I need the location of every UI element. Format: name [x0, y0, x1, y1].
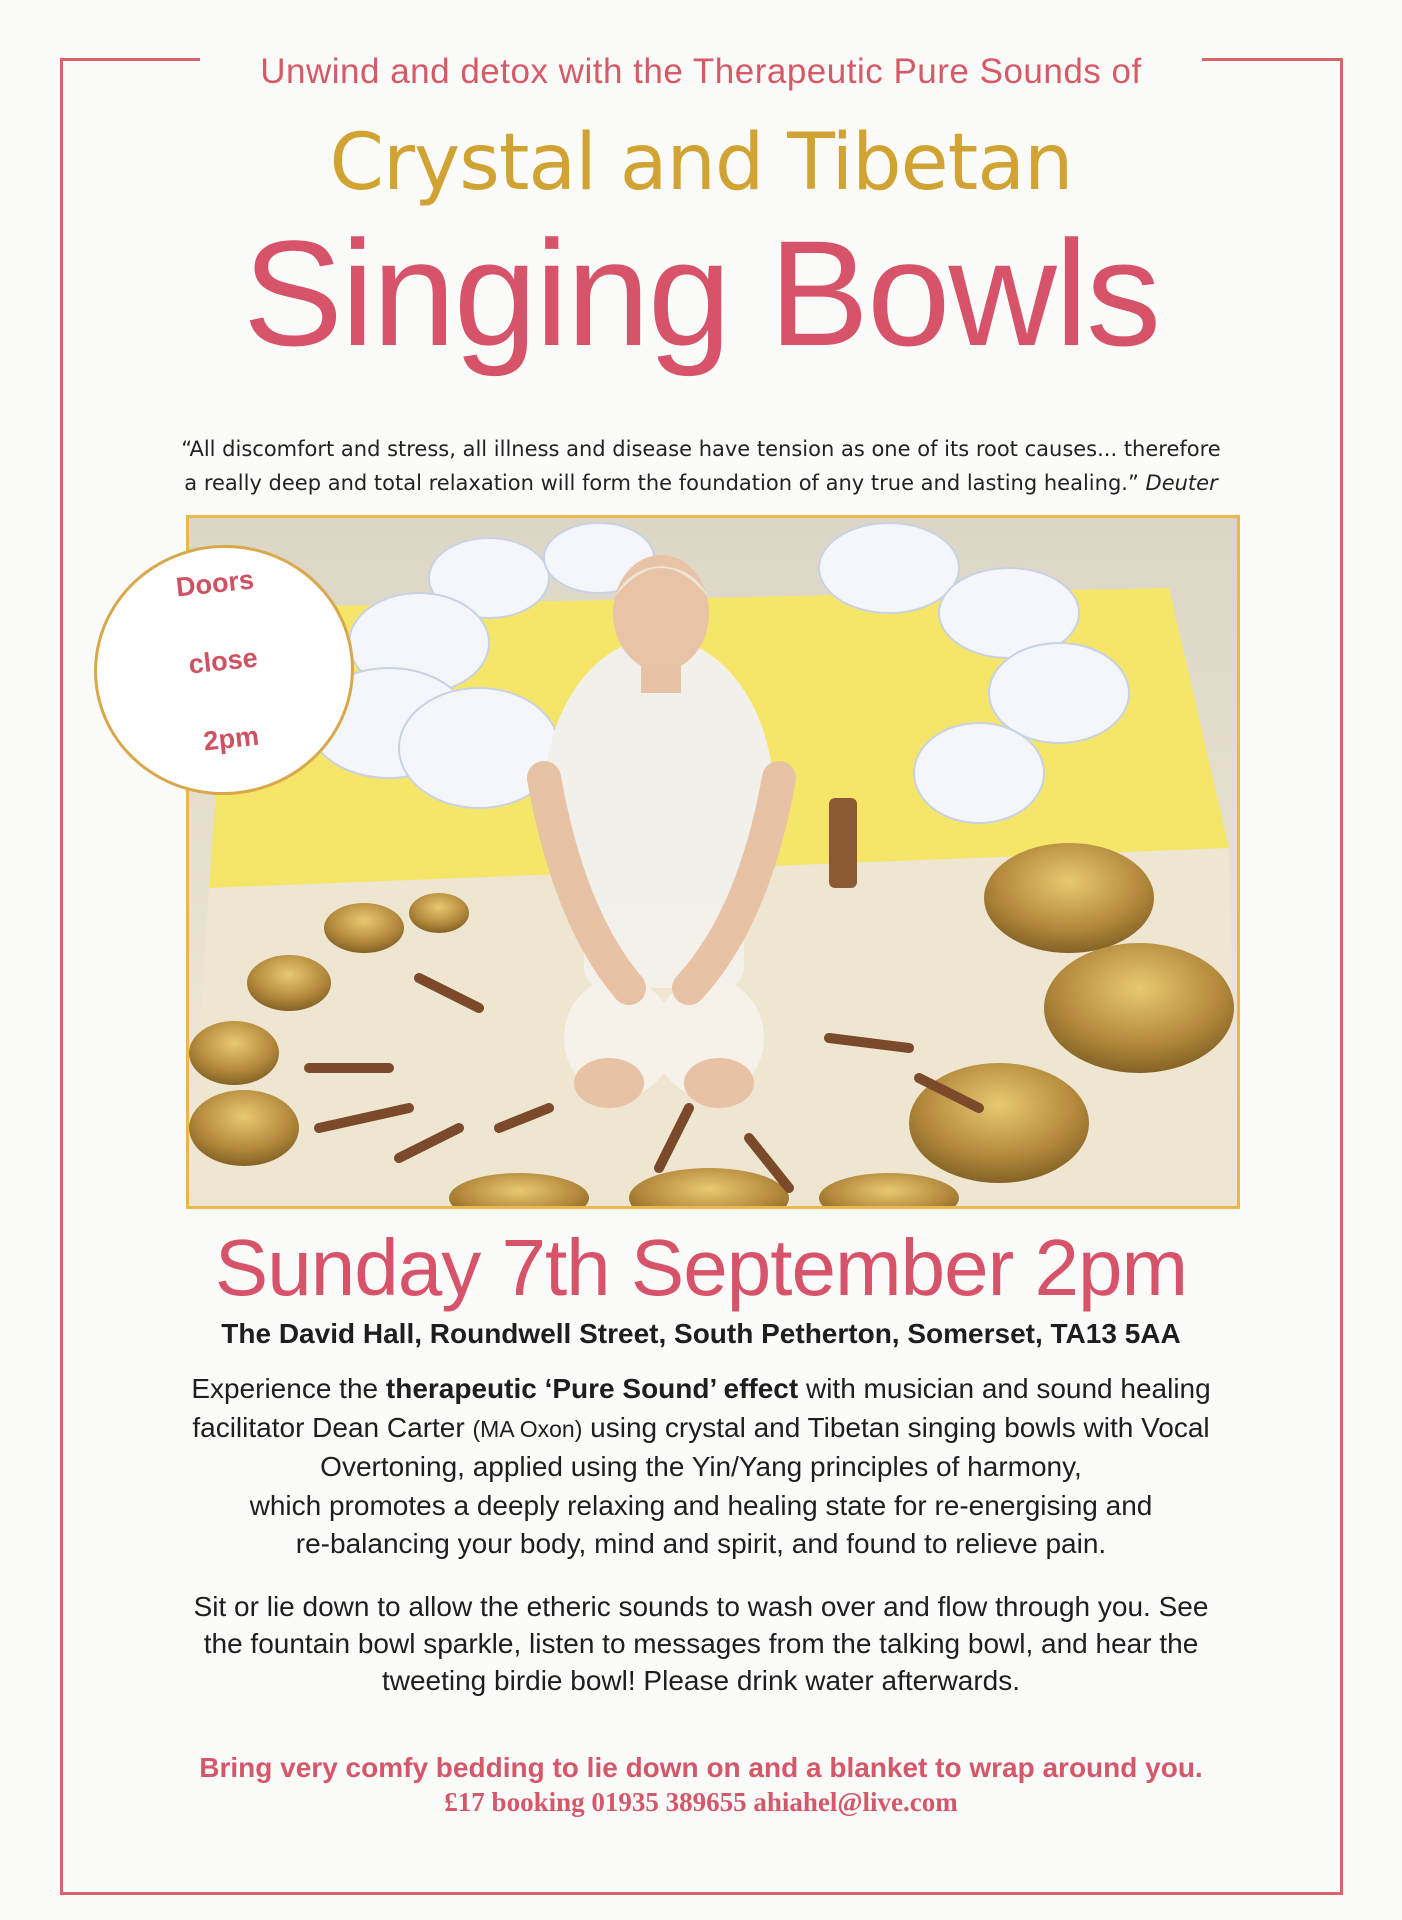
- description-text: facilitator Dean Carter: [192, 1411, 473, 1443]
- description-2: [130, 1588, 1272, 1699]
- quote-line-2-text: a really deep and total relaxation will form the foundation of any true and lasting healing.”: [184, 471, 1139, 495]
- hero-photo: [186, 515, 1240, 1209]
- bring-note: Bring very comfy bedding to lie down on and a blanket to wrap around you.: [199, 1752, 1203, 1783]
- description-line-2: [110, 1409, 1292, 1449]
- description: [110, 1370, 1292, 1564]
- badge-line-2: close: [187, 642, 259, 680]
- description-line-1: [110, 1370, 1292, 1409]
- quote-author: Deuter: [1145, 471, 1218, 495]
- quote: [130, 432, 1272, 500]
- qualification: (MA Oxon): [472, 1415, 583, 1442]
- booking-contact: £17 booking 01935 389655 ahiahel@live.com: [444, 1787, 958, 1817]
- event-venue: The David Hall, Roundwell Street, South Petherton, Somerset, TA13 5AA: [221, 1318, 1181, 1349]
- description-text: with musician and sound healing: [798, 1373, 1211, 1404]
- description-2-line-1: Sit or lie down to allow the etheric sounds to wash over and flow through you. See: [193, 1591, 1209, 1622]
- badge-line-1: Doors: [174, 564, 256, 603]
- tagline: Unwind and detox with the Therapeutic Pure Sounds of: [200, 52, 1202, 92]
- description-text: Experience the: [191, 1373, 386, 1404]
- badge-line-3: 2pm: [202, 720, 261, 757]
- description-line-3: Overtoning, applied using the Yin/Yang principles of harmony,: [320, 1451, 1082, 1482]
- description-line-5: re-balancing your body, mind and spirit, and found to relieve pain.: [295, 1528, 1107, 1559]
- description-line-4: which promotes a deeply relaxing and healing state for re-energising and: [249, 1489, 1153, 1521]
- event-date: Sunday 7th September 2pm: [214, 1223, 1188, 1312]
- quote-line-1: “All discomfort and stress, all illness and disease have tension as one of its root causes... therefore: [181, 437, 1221, 461]
- description-2-line-3: tweeting birdie bowl! Please drink water afterwards.: [381, 1665, 1021, 1696]
- page-title: Singing Bowls: [242, 209, 1160, 377]
- description-text: using crystal and Tibetan singing bowls with Vocal: [582, 1411, 1210, 1443]
- description-2-line-2: the fountain bowl sparkle, listen to messages from the talking bowl, and hear the: [203, 1628, 1199, 1659]
- subtitle: Crystal and Tibetan: [329, 118, 1073, 208]
- description-highlight: therapeutic ‘Pure Sound’ effect: [385, 1373, 799, 1404]
- quote-line-2: [130, 466, 1272, 500]
